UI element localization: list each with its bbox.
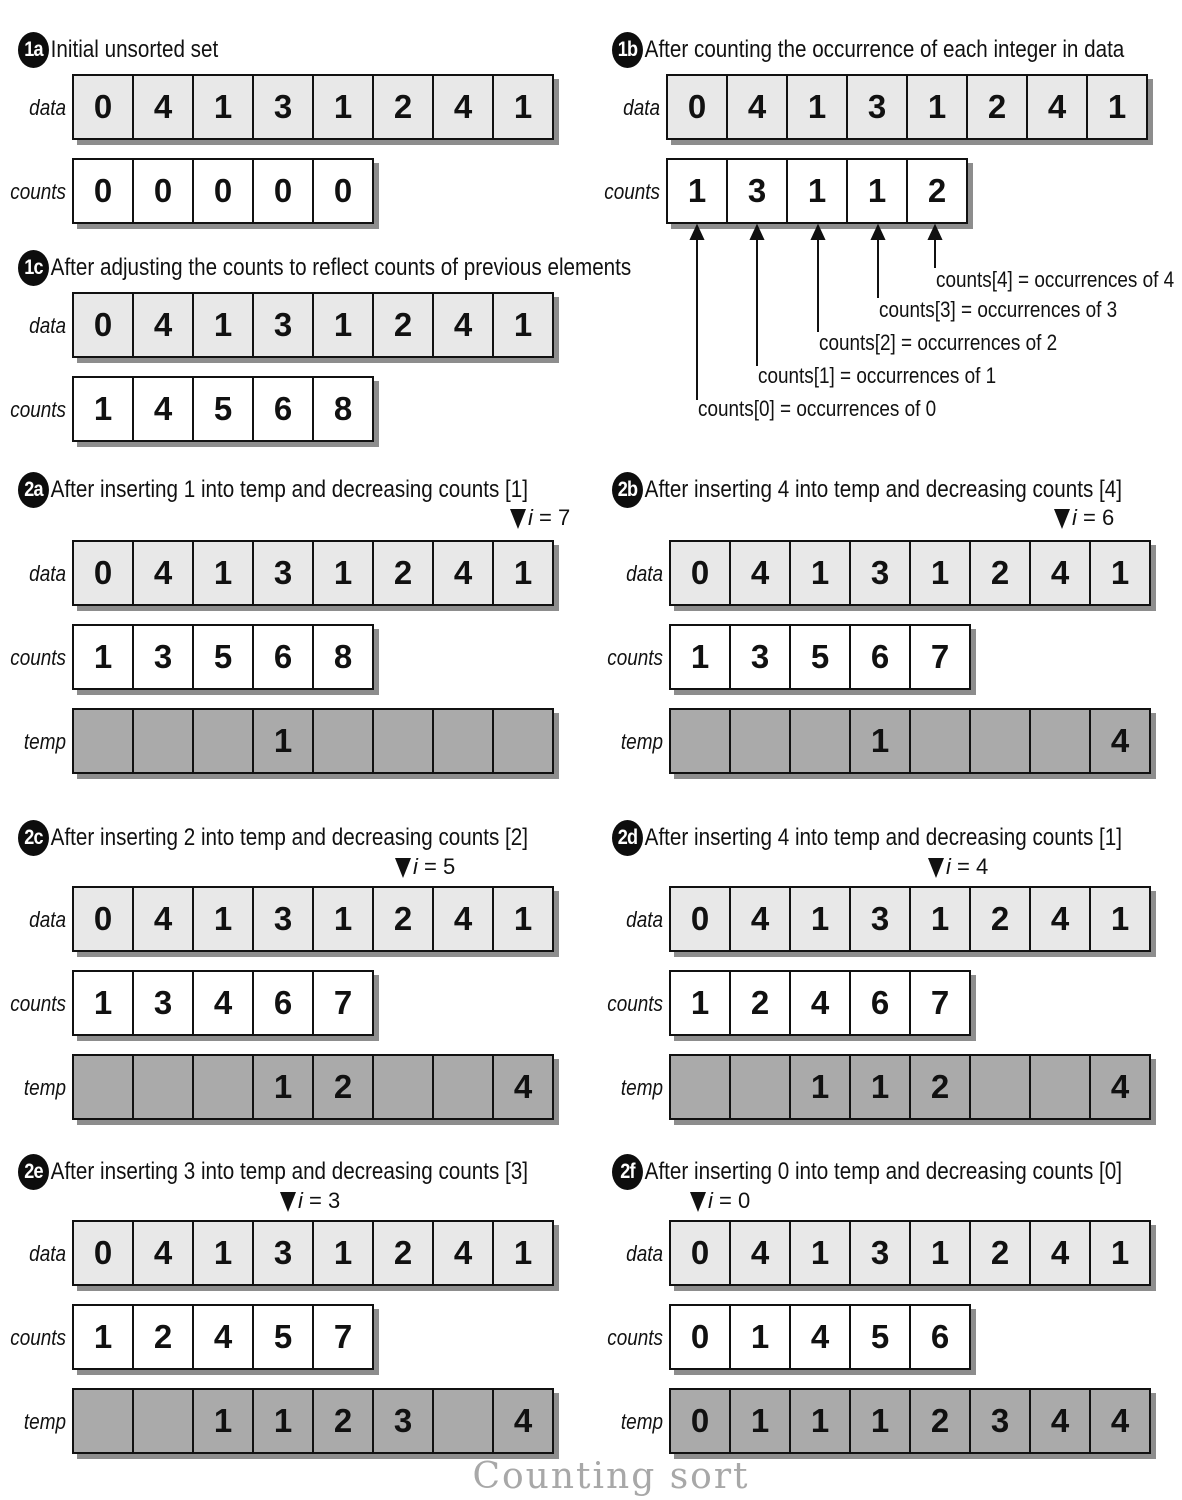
array-cell: 1 (314, 294, 374, 356)
array-cell: 1 (314, 1222, 374, 1284)
array-cell: 0 (74, 542, 134, 604)
array-cell (194, 1056, 254, 1118)
array-cell: 0 (74, 76, 134, 138)
counts-array (72, 376, 374, 442)
array-cell: 2 (971, 1222, 1031, 1284)
array-cell: 3 (851, 542, 911, 604)
array-cell: 7 (314, 972, 372, 1034)
array-cell: 5 (194, 378, 254, 440)
counts-row-label: counts (10, 1325, 66, 1350)
step-title: After inserting 2 into temp and decreasing counts [2] (50, 824, 528, 851)
array-cell: 1 (254, 1056, 314, 1118)
array-cell (434, 1390, 494, 1452)
array-cell: 4 (134, 294, 194, 356)
array-cell: 4 (1031, 888, 1091, 950)
array-cell: 1 (911, 888, 971, 950)
array-cell: 4 (434, 76, 494, 138)
array-cell: 1 (314, 542, 374, 604)
panel-2a-title (18, 472, 528, 508)
array-cell: 1 (731, 1306, 791, 1368)
panel-2d-title (612, 820, 1122, 856)
data-array (72, 292, 554, 358)
array-cell: 0 (671, 1222, 731, 1284)
data-row-label: data (29, 1241, 67, 1266)
array-cell (134, 710, 194, 772)
down-arrow-icon (510, 509, 526, 529)
array-cell: 2 (374, 294, 434, 356)
index-pointer: i = 5 (395, 855, 455, 879)
array-cell (1031, 710, 1091, 772)
arrowhead-icon (691, 226, 703, 239)
array-cell: 2 (134, 1306, 194, 1368)
array-cell: 1 (74, 378, 134, 440)
array-cell: 1 (911, 1222, 971, 1284)
array-cell: 0 (134, 160, 194, 222)
array-cell: 4 (134, 1222, 194, 1284)
array-cell: 4 (134, 542, 194, 604)
array-cell: 8 (314, 378, 372, 440)
step-badge: 1a (18, 32, 49, 68)
temp-row-label: temp (620, 1409, 663, 1434)
step-badge: 2b (612, 472, 643, 508)
arrowhead-icon (751, 226, 763, 239)
array-cell: 7 (911, 972, 969, 1034)
annotation-counts-4: counts[4] = occurrences of 4 (936, 267, 1175, 292)
array-cell: 2 (374, 1222, 434, 1284)
step-title: After adjusting the counts to reflect counts of previous elements (50, 254, 632, 281)
array-cell: 2 (911, 1056, 971, 1118)
array-cell: 1 (74, 972, 134, 1034)
step-title: After inserting 3 into temp and decreasing counts [3] (50, 1158, 528, 1185)
array-cell (971, 710, 1031, 772)
array-cell: 1 (494, 76, 552, 138)
array-cell: 6 (254, 972, 314, 1034)
array-cell: 1 (494, 1222, 552, 1284)
array-cell (134, 1390, 194, 1452)
array-cell (74, 1056, 134, 1118)
array-cell: 3 (731, 626, 791, 688)
array-cell: 1 (1088, 76, 1146, 138)
array-cell: 2 (731, 972, 791, 1034)
array-cell (74, 1390, 134, 1452)
array-cell: 0 (74, 160, 134, 222)
data-row-label: data (626, 561, 663, 586)
data-array (72, 1220, 554, 1286)
annotation-counts-1: counts[1] = occurrences of 1 (758, 363, 997, 388)
array-cell (911, 710, 971, 772)
array-cell (194, 710, 254, 772)
data-row-label: data (29, 561, 67, 586)
temp-row-label: temp (620, 729, 663, 754)
array-cell: 3 (134, 972, 194, 1034)
array-cell: 0 (671, 888, 731, 950)
array-cell (134, 1056, 194, 1118)
data-row-label: data (29, 313, 67, 338)
array-cell: 5 (851, 1306, 911, 1368)
array-cell: 1 (851, 1390, 911, 1452)
counts-row-label: counts (604, 179, 660, 204)
array-cell: 1 (494, 294, 552, 356)
panel-2c-title (18, 820, 528, 856)
array-cell (671, 1056, 731, 1118)
array-cell: 4 (1031, 1222, 1091, 1284)
array-cell: 1 (494, 542, 552, 604)
counts-row-label: counts (10, 991, 66, 1016)
array-cell: 4 (1028, 76, 1088, 138)
step-badge: 2e (18, 1154, 49, 1190)
temp-array (72, 1388, 554, 1454)
array-cell: 1 (788, 160, 848, 222)
array-cell: 1 (314, 888, 374, 950)
arrowhead-icon (872, 226, 884, 239)
array-cell: 1 (194, 888, 254, 950)
down-arrow-icon (690, 1192, 706, 1212)
temp-row-label: temp (620, 1075, 663, 1100)
counts-row-label: counts (607, 1325, 663, 1350)
array-cell: 1 (848, 160, 908, 222)
data-row-label: data (626, 907, 663, 932)
down-arrow-icon (928, 858, 944, 878)
array-cell (731, 1056, 791, 1118)
array-cell: 4 (1091, 1056, 1149, 1118)
array-cell (494, 710, 552, 772)
array-cell: 2 (374, 542, 434, 604)
array-cell: 1 (74, 626, 134, 688)
array-cell: 1 (194, 294, 254, 356)
step-title: After inserting 4 into temp and decreasing counts [1] (644, 824, 1122, 851)
array-cell: 1 (194, 76, 254, 138)
array-cell: 1 (1091, 542, 1149, 604)
array-cell: 1 (851, 1056, 911, 1118)
array-cell: 1 (194, 1390, 254, 1452)
array-cell: 0 (671, 1390, 731, 1452)
array-cell: 2 (314, 1056, 374, 1118)
panel-1c-title (18, 250, 631, 286)
array-cell: 2 (971, 542, 1031, 604)
array-cell: 1 (788, 76, 848, 138)
array-cell (971, 1056, 1031, 1118)
array-cell: 3 (254, 542, 314, 604)
array-cell: 6 (851, 972, 911, 1034)
counts-array (669, 970, 971, 1036)
array-cell: 1 (791, 1222, 851, 1284)
array-cell: 3 (374, 1390, 434, 1452)
array-cell: 4 (134, 76, 194, 138)
array-cell: 0 (74, 294, 134, 356)
array-cell: 4 (194, 972, 254, 1034)
array-cell (1031, 1056, 1091, 1118)
array-cell: 4 (1031, 1390, 1091, 1452)
data-row-label: data (29, 907, 67, 932)
array-cell: 1 (851, 710, 911, 772)
array-cell: 2 (971, 888, 1031, 950)
temp-row-label: temp (23, 729, 66, 754)
array-cell: 7 (911, 626, 969, 688)
data-array (72, 540, 554, 606)
array-cell: 4 (434, 294, 494, 356)
array-cell: 5 (791, 626, 851, 688)
index-pointer: i = 3 (280, 1189, 340, 1213)
data-row-label: data (623, 95, 660, 120)
array-cell: 0 (668, 76, 728, 138)
array-cell: 2 (374, 888, 434, 950)
array-cell: 1 (194, 542, 254, 604)
data-array (669, 1220, 1151, 1286)
array-cell: 1 (791, 1390, 851, 1452)
array-cell: 1 (254, 710, 314, 772)
array-cell: 4 (1091, 710, 1149, 772)
array-cell: 0 (671, 542, 731, 604)
temp-row-label: temp (23, 1409, 66, 1434)
step-badge: 1c (18, 250, 49, 286)
array-cell: 4 (194, 1306, 254, 1368)
array-cell: 4 (791, 1306, 851, 1368)
array-cell: 2 (314, 1390, 374, 1452)
array-cell: 1 (1091, 888, 1149, 950)
array-cell: 4 (434, 542, 494, 604)
counts-row-label: counts (10, 645, 66, 670)
array-cell: 1 (494, 888, 552, 950)
array-cell: 3 (134, 626, 194, 688)
array-cell: 1 (911, 542, 971, 604)
array-cell: 6 (911, 1306, 969, 1368)
step-badge: 2d (612, 820, 643, 856)
counts-array (72, 1304, 374, 1370)
array-cell: 1 (254, 1390, 314, 1452)
array-cell: 4 (731, 1222, 791, 1284)
array-cell: 6 (254, 378, 314, 440)
step-title: After inserting 4 into temp and decreasing counts [4] (644, 476, 1122, 503)
array-cell (374, 710, 434, 772)
step-title: After inserting 0 into temp and decreasing counts [0] (644, 1158, 1122, 1185)
array-cell: 0 (671, 1306, 731, 1368)
array-cell: 1 (908, 76, 968, 138)
array-cell: 3 (971, 1390, 1031, 1452)
array-cell: 4 (434, 888, 494, 950)
figure-caption: Counting sort (472, 1456, 750, 1497)
step-badge: 2f (612, 1154, 643, 1190)
array-cell (671, 710, 731, 772)
array-cell: 3 (851, 1222, 911, 1284)
data-array (669, 540, 1151, 606)
down-arrow-icon (395, 858, 411, 878)
counts-array (669, 624, 971, 690)
array-cell (374, 1056, 434, 1118)
arrowhead-icon (812, 226, 824, 239)
array-cell: 1 (791, 888, 851, 950)
array-cell: 5 (194, 626, 254, 688)
step-badge: 2c (18, 820, 49, 856)
temp-array (72, 1054, 554, 1120)
array-cell (791, 710, 851, 772)
array-cell: 2 (911, 1390, 971, 1452)
counts-row-label: counts (607, 991, 663, 1016)
array-cell: 2 (908, 160, 966, 222)
array-cell: 2 (374, 76, 434, 138)
counts-array (72, 624, 374, 690)
array-cell: 0 (254, 160, 314, 222)
array-cell: 3 (254, 888, 314, 950)
counts-row-label: counts (607, 645, 663, 670)
array-cell: 1 (791, 542, 851, 604)
step-title: Initial unsorted set (50, 36, 219, 63)
annotation-counts-0: counts[0] = occurrences of 0 (698, 396, 937, 421)
index-pointer: i = 7 (510, 506, 570, 530)
data-row-label: data (626, 1241, 663, 1266)
panel-2b-title (612, 472, 1122, 508)
array-cell: 4 (134, 888, 194, 950)
array-cell (731, 710, 791, 772)
temp-array (669, 1054, 1151, 1120)
array-cell: 4 (731, 888, 791, 950)
array-cell: 4 (791, 972, 851, 1034)
annotation-counts-3: counts[3] = occurrences of 3 (879, 297, 1118, 322)
array-cell (314, 710, 374, 772)
array-cell: 4 (134, 378, 194, 440)
array-cell: 3 (848, 76, 908, 138)
array-cell: 4 (731, 542, 791, 604)
array-cell: 0 (74, 1222, 134, 1284)
array-cell: 4 (1031, 542, 1091, 604)
array-cell: 1 (731, 1390, 791, 1452)
counts-array (669, 1304, 971, 1370)
counts-annotation-arrows (0, 0, 1182, 430)
annotation-counts-2: counts[2] = occurrences of 2 (819, 330, 1058, 355)
data-array (72, 886, 554, 952)
array-cell: 0 (314, 160, 372, 222)
panel-2e-title (18, 1154, 528, 1190)
down-arrow-icon (280, 1192, 296, 1212)
array-cell: 7 (314, 1306, 372, 1368)
array-cell: 6 (851, 626, 911, 688)
array-cell: 5 (254, 1306, 314, 1368)
array-cell: 0 (194, 160, 254, 222)
data-array (669, 886, 1151, 952)
array-cell: 1 (194, 1222, 254, 1284)
array-cell: 3 (254, 294, 314, 356)
index-pointer: i = 4 (928, 855, 988, 879)
step-title: After inserting 1 into temp and decreasing counts [1] (50, 476, 528, 503)
array-cell: 2 (968, 76, 1028, 138)
array-cell: 4 (728, 76, 788, 138)
array-cell: 8 (314, 626, 372, 688)
panel-2f-title (612, 1154, 1122, 1190)
counts-array (72, 970, 374, 1036)
array-cell: 3 (728, 160, 788, 222)
down-arrow-icon (1054, 509, 1070, 529)
temp-array (72, 708, 554, 774)
array-cell (434, 1056, 494, 1118)
array-cell: 1 (1091, 1222, 1149, 1284)
array-cell: 1 (314, 76, 374, 138)
array-cell: 1 (668, 160, 728, 222)
index-pointer: i = 0 (690, 1189, 750, 1213)
array-cell: 4 (1091, 1390, 1149, 1452)
array-cell: 3 (254, 76, 314, 138)
array-cell: 6 (254, 626, 314, 688)
array-cell: 4 (434, 1222, 494, 1284)
array-cell (74, 710, 134, 772)
array-cell: 4 (494, 1056, 552, 1118)
array-cell: 1 (74, 1306, 134, 1368)
temp-array (669, 1388, 1151, 1454)
array-cell: 0 (74, 888, 134, 950)
index-pointer: i = 6 (1054, 506, 1114, 530)
step-badge: 2a (18, 472, 49, 508)
counts-row-label: counts (10, 179, 66, 204)
arrowhead-icon (929, 226, 941, 239)
temp-row-label: temp (23, 1075, 66, 1100)
array-cell: 1 (791, 1056, 851, 1118)
data-row-label: data (29, 95, 67, 120)
array-cell: 3 (254, 1222, 314, 1284)
counts-row-label: counts (10, 397, 66, 422)
array-cell (434, 710, 494, 772)
array-cell: 3 (851, 888, 911, 950)
array-cell: 1 (671, 626, 731, 688)
array-cell: 4 (494, 1390, 552, 1452)
step-title: After counting the occurrence of each integer in data (644, 36, 1125, 63)
temp-array (669, 708, 1151, 774)
step-badge: 1b (612, 32, 643, 68)
array-cell: 1 (671, 972, 731, 1034)
